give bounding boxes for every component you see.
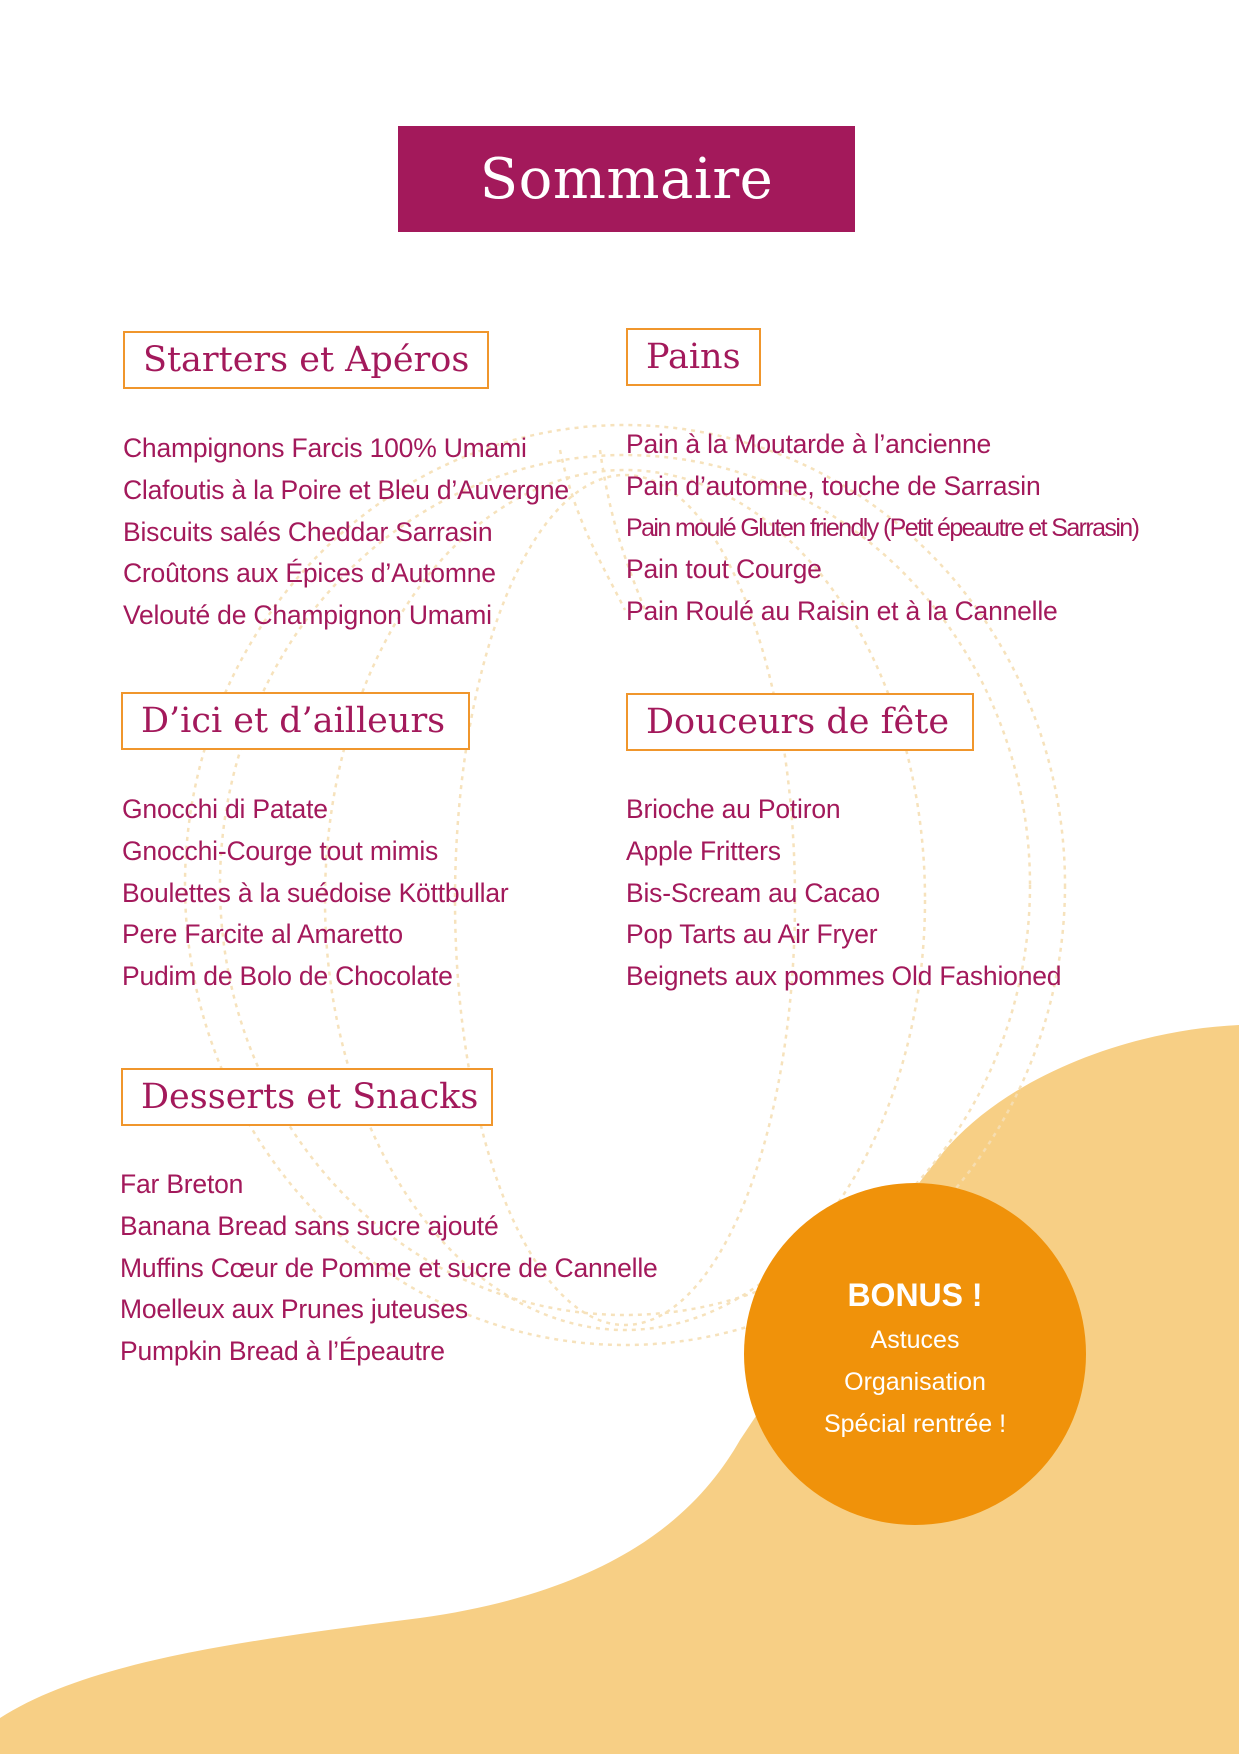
section-list-douceurs-de-fete [626,789,1061,998]
section-list-desserts-et-snacks [120,1164,658,1373]
bonus-line: Organisation [844,1368,986,1396]
list-item: Boulettes à la suédoise Köttbullar [122,877,509,908]
list-item: Pop Tarts au Air Fryer [626,919,878,950]
list-item: Far Breton [120,1169,244,1199]
list-item: Pain d’automne, touche de Sarrasin [626,470,1041,501]
list-item: Pain tout Courge [626,554,822,585]
list-item: Pain moulé Gluten friendly (Petit épeautre et Sarrasin) [626,513,1139,542]
section-heading-dici-et-dailleurs: D’ici et d’ailleurs [121,692,470,750]
list-item: Banana Bread sans sucre ajouté [120,1210,499,1241]
section-heading-desserts-et-snacks: Desserts et Snacks [121,1068,493,1126]
list-item: Gnocchi-Courge tout mimis [122,835,439,866]
bonus-title: BONUS ! [847,1277,983,1313]
list-item: Brioche au Potiron [626,794,841,824]
list-item: Velouté de Champignon Umami [123,600,492,631]
list-item: Pain Roulé au Raisin et à la Cannelle [626,596,1058,627]
list-item: Beignets aux pommes Old Fashioned [626,961,1062,992]
list-item: Pere Farcite al Amaretto [122,919,403,950]
section-list-pains [626,424,1138,633]
list-item: Bis-Scream au Cacao [626,877,880,908]
list-item: Biscuits salés Cheddar Sarrasin [123,516,493,547]
section-heading-douceurs-de-fete: Douceurs de fête [626,693,974,751]
list-item: Croûtons aux Épices d’Automne [123,558,496,589]
list-item: Pudim de Bolo de Chocolate [122,961,453,992]
list-item: Pumpkin Bread à l’Épeautre [120,1336,445,1367]
list-item: Clafoutis à la Poire et Bleu d’Auvergne [123,474,569,505]
section-heading-starters: Starters et Apéros [123,331,489,389]
list-item: Moelleux aux Prunes juteuses [120,1294,468,1325]
section-list-dici-et-dailleurs [122,789,509,998]
section-heading-pains: Pains [626,328,761,386]
list-item: Apple Fritters [626,835,781,866]
bonus-line: Astuces [870,1326,960,1354]
bonus-badge [744,1183,1086,1525]
list-item: Pain à la Moutarde à l’ancienne [626,429,992,459]
bonus-line: Spécial rentrée ! [823,1410,1007,1438]
section-list-starters [123,428,569,637]
list-item: Champignons Farcis 100% Umami [123,433,527,463]
list-item: Gnocchi di Patate [122,794,328,824]
page-title: Sommaire [398,126,855,232]
list-item: Muffins Cœur de Pomme et sucre de Cannelle [120,1252,658,1283]
